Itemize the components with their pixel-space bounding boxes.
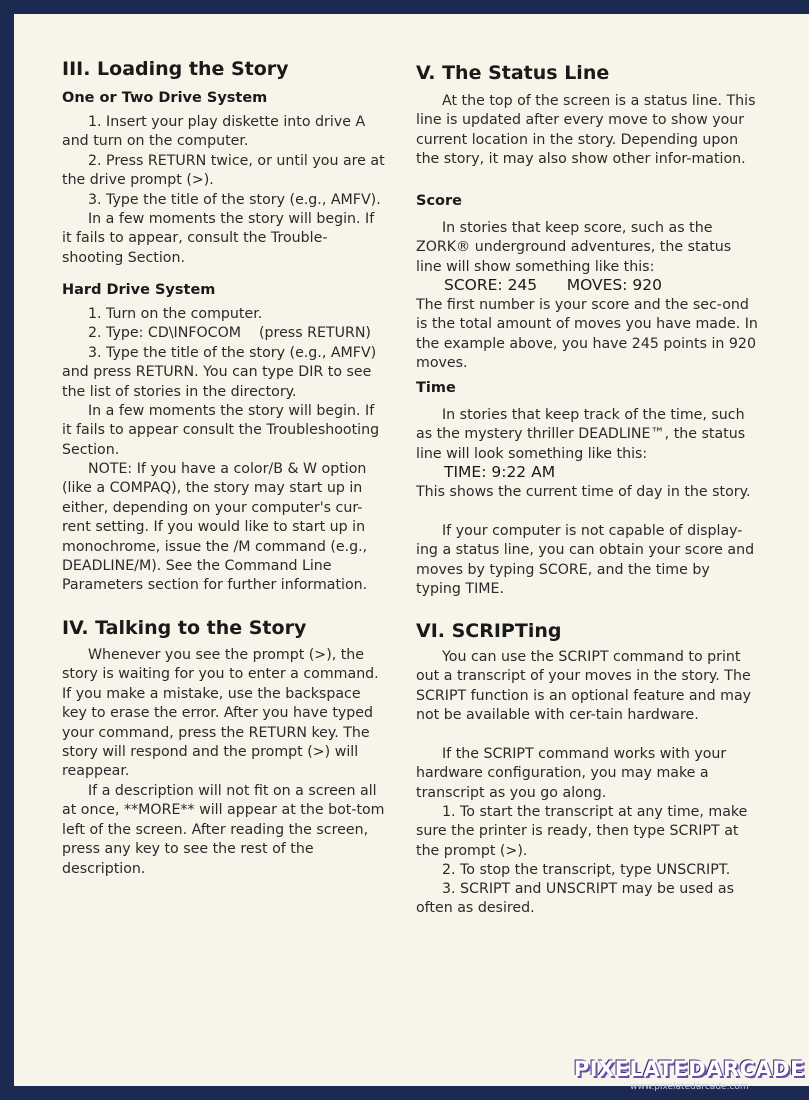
paragraph: This shows the current time of day in the story. (416, 484, 751, 500)
paragraph: 2. Type: CD\INFOCOM (press RETURN) (88, 325, 371, 341)
paragraph: 2. Press RETURN twice, or until you are at the drive prompt (>). (62, 153, 385, 189)
paragraph: 1. Turn on the computer. (88, 306, 263, 322)
subheading-score: Score (416, 193, 462, 209)
paragraph: 2. To stop the transcript, type UNSCRIPT. (442, 862, 731, 878)
note-paragraph: NOTE: If you have a color/B & W option (like a COMPAQ), the story may start up in either, depending on your computer's cur-rent setting. If you would like to start up in monochrome, issue the /M command (e.g., DEADLINE/M). See the Command Line Parameters section for further information. (62, 461, 368, 594)
paragraph: If the SCRIPT command works with your hardware configuration, you may make a transcript as you go along. (416, 746, 727, 801)
paragraph: If your computer is not capable of display-ing a status line, you can obtain your score and moves by typing SCORE, and the time by typing TIME. (416, 523, 755, 598)
subheading-time: Time (416, 380, 456, 396)
paragraph: 3. Type the title of the story (e.g., AMFV). (88, 192, 381, 208)
paragraph: The first number is your score and the sec-ond is the total amount of moves you have made. In the example above, you have 245 points in 920 moves. (416, 297, 758, 372)
paragraph: Whenever you see the prompt (>), the story is waiting for you to enter a command. If you make a mistake, use the backspace key to erase the error. After you have typed your command, press the RETURN key. The story will respond and the prompt (>) will reappear. (62, 647, 379, 780)
paragraph: 3. SCRIPT and UNSCRIPT may be used as often as desired. (416, 881, 734, 917)
section-title-loading: III. Loading the Story (62, 58, 289, 80)
paragraph: In stories that keep track of the time, such as the mystery thriller DEADLINE™, the status line will look something like this: (416, 407, 746, 462)
paragraph: In stories that keep score, such as the ZORK® underground adventures, the status line will show something like this: (416, 220, 732, 275)
watermark-title: PIXELATEDARCADE (573, 1057, 805, 1081)
section-title-talking: IV. Talking to the Story (62, 617, 307, 639)
paragraph: If a description will not fit on a screen all at once, **MORE** will appear at the bot-tom left of the screen. After reading the screen, press any key to see the rest of the description. (62, 783, 385, 877)
paragraph: 1. To start the transcript at any time, make sure the printer is ready, then type SCRIPT at the prompt (>). (416, 804, 748, 859)
time-example-line: TIME: 9:22 AM (444, 463, 556, 481)
paragraph: 3. Type the title of the story (e.g., AMFV) and press RETURN. You can type DIR to see the list of stories in the directory. (62, 345, 377, 400)
section-title-scripting: VI. SCRIPTing (416, 620, 562, 642)
paragraph: 1. Insert your play diskette into drive A and turn on the computer. (62, 114, 366, 150)
manual-page (14, 14, 809, 1086)
subheading-hard-drive: Hard Drive System (62, 282, 216, 298)
paragraph: In a few moments the story will begin. If it fails to appear consult the Troubleshooting Section. (62, 403, 380, 458)
score-example-line: SCORE: 245 MOVES: 920 (444, 276, 662, 294)
watermark-logo (574, 1057, 805, 1092)
paragraph: At the top of the screen is a status line. This line is updated after every move to show your current location in the story. Depending upon the story, it may also show other infor-mation. (416, 93, 756, 168)
paragraph: In a few moments the story will begin. If it fails to appear, consult the Trouble-shooting Section. (62, 211, 375, 266)
watermark-url: www.pixelatedarcade.com (630, 1082, 749, 1092)
section-title-status-line: V. The Status Line (416, 62, 610, 84)
paragraph: You can use the SCRIPT command to print out a transcript of your moves in the story. The SCRIPT function is an optional feature and may not be available with cer-tain hardware. (416, 649, 752, 724)
subheading-one-two-drive: One or Two Drive System (62, 90, 268, 106)
